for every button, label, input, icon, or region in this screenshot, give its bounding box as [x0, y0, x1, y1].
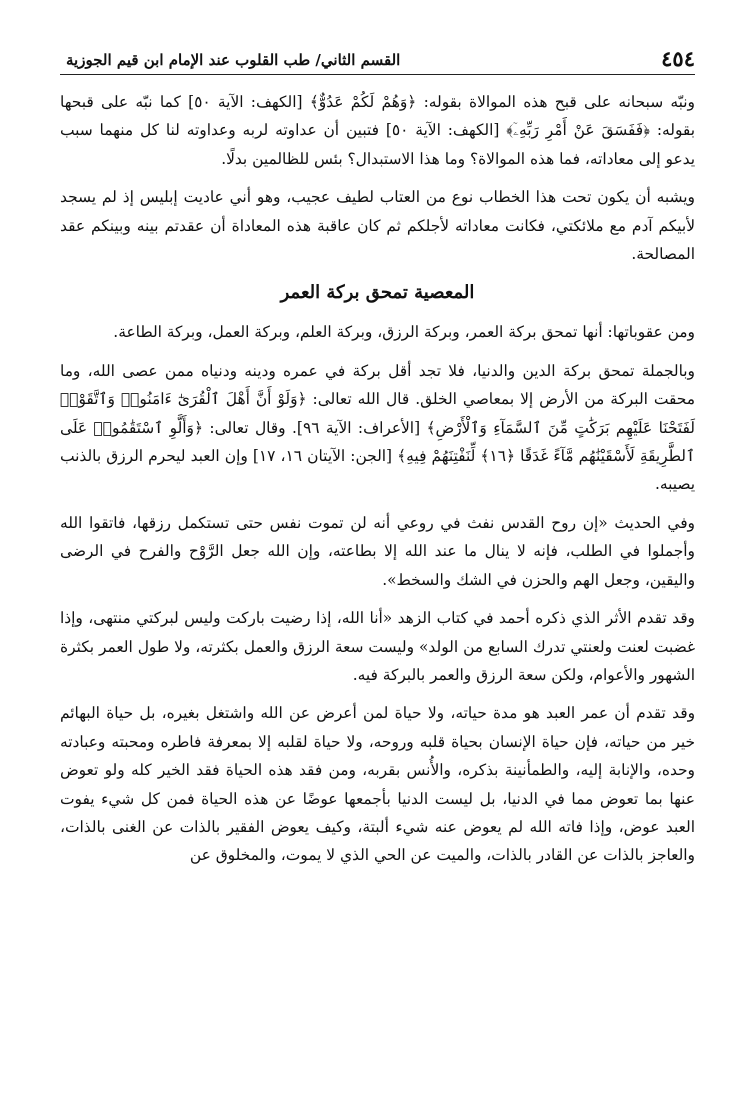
- paragraph: وقد تقدم الأثر الذي ذكره أحمد في كتاب الزهد «أنا الله، إذا رضيت باركت وليس لبركتي منتهى، وإذا غضبت لعنت ولعنتي تدرك السابع من الولد» وليست سعة الرزق والعمل بكثرته، ولا طول العمر بكثرة الشهور والأعوام، ولكن سعة الرزق والعمر بالبركة فيه.: [60, 609, 695, 684]
- paragraph: ومن عقوباتها: أنها تمحق بركة العمر، وبركة الرزق، وبركة العلم، وبركة العمل، وبركة الطاعة.: [113, 323, 695, 342]
- paragraph: ونبّه سبحانه على قبح هذه الموالاة بقوله: ﴿وَهُمْ لَكُمْ عَدُوٌّ﴾ [الكهف: الآية ٥٠] كما نبّه على قبحها بقوله: ﴿فَفَسَقَ عَنْ أَمْرِ رَبِّهِۦٓ﴾ [الكهف: الآية ٥٠] فتبين أن عداوته لربه وعداوته لنا كل منهما سبب يدعو إلى معاداته، فما هذه الموالاة؟ وما هذا الاستبدال؟ بئس للظالمين بدلًا.: [60, 93, 695, 168]
- paragraph: وفي الحديث «إن روح القدس نفث في روعي أنه لن تموت نفس حتى تستكمل رزقها، فاتقوا الله وأجملوا في الطلب، فإنه لا ينال ما عند الله إلا بطاعته، وإن الله جعل الرَّوْح والفرح في الرضى واليقين، وجعل الهم والحزن في الشك والسخط».: [60, 513, 695, 589]
- running-header: [66, 40, 695, 70]
- page-number: ٤٥٤: [661, 46, 695, 71]
- section-heading: المعصية تمحق بركة العمر: [280, 282, 475, 304]
- paragraph: ويشبه أن يكون تحت هذا الخطاب نوع من العتاب لطيف عجيب، وهو أني عاديت إبليس إذ لم يسجد لأبيكم آدم مع ملائكتي، فكانت معاداته لأجلكم ثم كان عاقبة هذه المعاداة أن عقدتم بينه وبينكم عقد المصالحة.: [60, 188, 695, 264]
- paragraph: وبالجملة تمحق بركة الدين والدنيا، فلا تجد أقل بركة في عمره ودينه ودنياه ممن عصى الله، وما محقت البركة من الأرض إلا بمعاصي الخلق. قال الله تعالى: ﴿وَلَوْ أَنَّ أَهْلَ ٱلْقُرَىٰٓ ءَامَنُوا۟ وَٱتَّقَوْا۟ لَفَتَحْنَا عَلَيْهِم بَرَكَٰتٍ مِّنَ ٱلسَّمَآءِ وَٱلْأَرْضِ﴾ [الأعراف: الآية ٩٦]. وقال تعالى: ﴿وَأَلَّوِ ٱسْتَقَٰمُوا۟ عَلَى ٱلطَّرِيقَةِ لَأَسْقَيْنَٰهُم مَّآءً غَدَقًا ﴿١٦﴾ لِّنَفْتِنَهُمْ فِيهِ﴾ [الجن: الآيتان ١٦، ١٧] وإن العبد ليحرم الرزق بالذنب يصيبه.: [60, 361, 695, 494]
- header-rule: [60, 74, 695, 75]
- paragraph: وقد تقدم أن عمر العبد هو مدة حياته، ولا حياة لمن أعرض عن الله واشتغل بغيره، بل حياة البهائم خير من حياته، فإن حياة الإنسان بحياة قلبه وروحه، ولا حياة لقلبه إلا بمعرفة فاطره ومحبته وعبادته وحده، والإنابة إليه، والطمأنينة بذكره، والأُنس بقربه، ومن فقد هذه الحياة فقد الخير كله ولو تعوض عنها بما تعوض مما في الدنيا، بل ليست الدنيا بأجمعها عوضًا عن هذه الحياة فمن كل شيء يفوت العبد عوض، وإذا فاته الله لم يعوض عنه شيء ألبتة، وكيف يعوض الفقير بالذات عن الغنى بالذات، والعاجز بالذات عن القادر بالذات، والميت عن الحي الذي لا يموت، والمخلوق عن: [60, 704, 695, 865]
- running-title: القسم الثاني/ طب القلوب عند الإمام ابن قيم الجوزية: [66, 51, 401, 69]
- page-body: [60, 88, 695, 880]
